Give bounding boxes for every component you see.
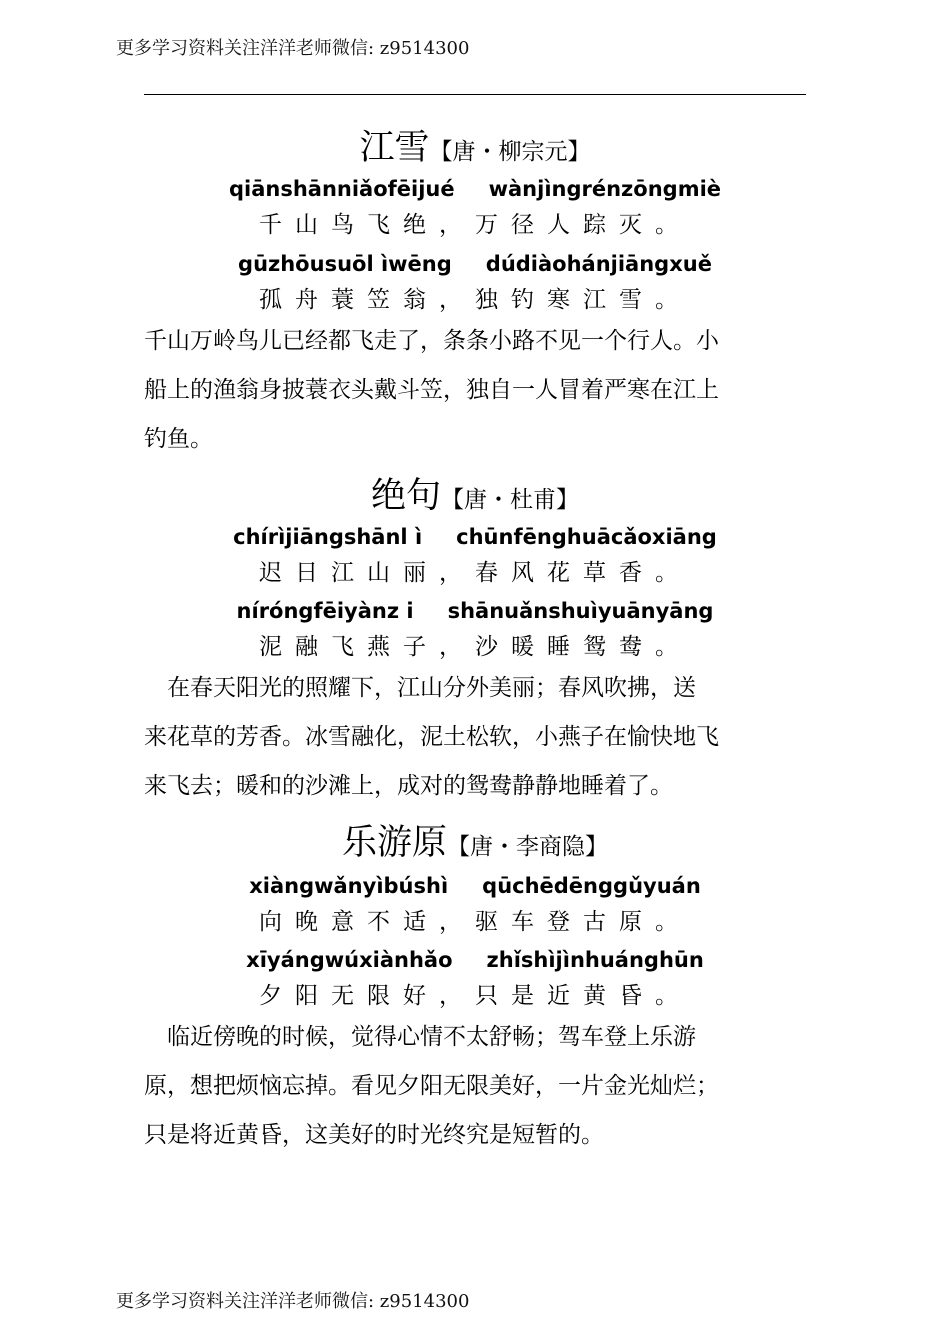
translation-line: 船上的渔翁身披蓑衣头戴斗笠，独自一人冒着严寒在江上 [144, 377, 719, 403]
poem-translation [144, 317, 806, 464]
pinyin-half: dúdiàohánjiāngxuě [485, 252, 712, 276]
pinyin-line [0, 948, 950, 972]
poem-verse-line: 迟日江山丽，春风花草香。 [259, 560, 691, 586]
translation-line: 千山万岭鸟儿已经都飞走了，条条小路不见一个行人。小 [144, 328, 719, 354]
translation-line: 在春天阳光的照耀下，江山分外美丽；春风吹拂，送 [144, 675, 696, 701]
pinyin-half: chírìjiāngshānl ì [233, 525, 423, 549]
translation-line: 来飞去；暖和的沙滩上，成对的鸳鸯静静地睡着了。 [144, 773, 673, 799]
page-header-text: 更多学习资料关注洋洋老师微信: z9514300 [116, 38, 470, 59]
poem-title-row [0, 120, 950, 170]
poem-author: 【唐・柳宗元】 [429, 139, 591, 165]
translation-line: 钓鱼。 [144, 426, 213, 452]
page-footer-text: 更多学习资料关注洋洋老师微信: z9514300 [116, 1291, 470, 1312]
poem-title-row [0, 815, 950, 865]
pinyin-line [0, 177, 950, 201]
translation-line: 来花草的芳香。冰雪融化，泥土松软，小燕子在愉快地飞 [144, 724, 719, 750]
pinyin-half: xiàngwǎnyìbúshì [249, 874, 449, 898]
pinyin-line [0, 599, 950, 623]
pinyin-line [0, 874, 950, 898]
translation-line: 只是将近黄昏，这美好的时光终究是短暂的。 [144, 1122, 604, 1148]
translation-line: 临近傍晚的时候，觉得心情不太舒畅；驾车登上乐游 [144, 1024, 696, 1050]
pinyin-line [0, 252, 950, 276]
poem-translation [144, 1013, 806, 1160]
poem-verse-line: 千山鸟飞绝，万径人踪灭。 [259, 212, 691, 238]
pinyin-line [0, 525, 950, 549]
poem-title-row [0, 468, 950, 518]
poem-author: 【唐・李商隐】 [447, 834, 608, 860]
pinyin-half: zhǐshìjìnhuánghūn [486, 948, 704, 972]
poem-translation [144, 664, 806, 811]
poem-title: 绝句 [370, 476, 441, 516]
header-divider [144, 94, 806, 95]
pinyin-half: qiānshānniǎofēijué [228, 177, 455, 201]
poem-verse-line: 孤舟蓑笠翁，独钓寒江雪。 [259, 287, 691, 313]
pinyin-half: wànjìngrénzōngmiè [488, 177, 722, 201]
poem-verse-line: 泥融飞燕子，沙暖睡鸳鸯。 [259, 634, 691, 660]
pinyin-half: qūchēdēnggǔyuán [482, 874, 701, 898]
pinyin-half: xīyángwúxiànhǎo [246, 948, 453, 972]
poem-verse-line: 夕阳无限好，只是近黄昏。 [259, 983, 691, 1009]
pinyin-half: shānuǎnshuìyuānyāng [447, 599, 714, 623]
pinyin-half: níróngfēiyànz i [236, 599, 414, 623]
poem-title: 乐游原 [341, 823, 447, 863]
poem-verse-line: 向晚意不适，驱车登古原。 [259, 909, 691, 935]
pinyin-half: gūzhōusuōl ìwēng [238, 252, 452, 276]
poem-title: 江雪 [359, 128, 430, 168]
translation-line: 原，想把烦恼忘掉。看见夕阳无限美好，一片金光灿烂； [144, 1073, 719, 1099]
pinyin-half: chūnfēnghuācǎoxiāng [456, 525, 717, 549]
poem-author: 【唐・杜甫】 [441, 487, 579, 513]
